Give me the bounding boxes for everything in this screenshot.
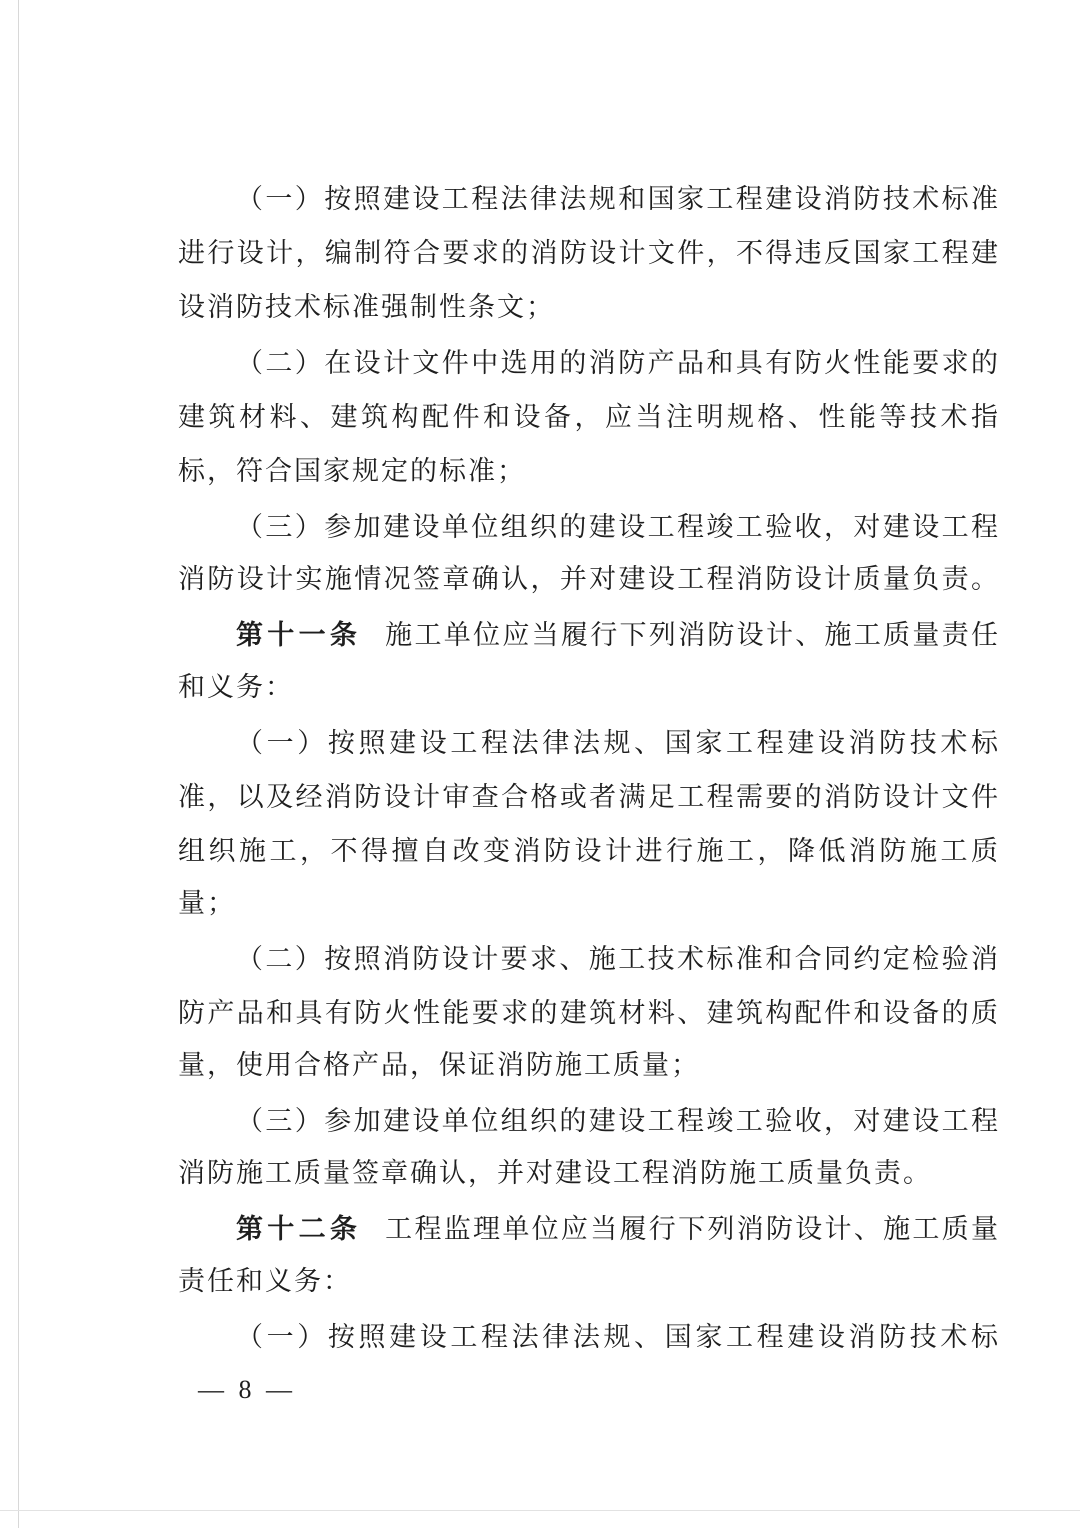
paragraph-11-3-line-2: 消防施工质量签章确认，并对建设工程消防施工质量负责。 (178, 1158, 932, 1189)
scan-edge-bottom (0, 1510, 1080, 1511)
article-12-text: 工程监理单位应当履行下列消防设计、施工质量 (385, 1214, 999, 1245)
paragraph-11-2-line-1: （二）按照消防设计要求、施工技术标准和合同约定检验消 (236, 944, 998, 975)
paragraph-11-1-line-3: 组织施工，不得擅自改变消防设计进行施工，降低消防施工质 (178, 836, 998, 867)
article-11-line-2: 和义务： (178, 672, 294, 703)
paragraph-2-line-2: 建筑材料、建筑构配件和设备，应当注明规格、性能等技术指 (178, 402, 998, 433)
paragraph-1-line-1: （一）按照建设工程法律法规和国家工程建设消防技术标准 (236, 184, 998, 215)
article-12-line-1 (178, 1210, 998, 1250)
article-11-line-1 (178, 616, 998, 656)
paragraph-12-1-line-1: （一）按照建设工程法律法规、国家工程建设消防技术标 (236, 1322, 998, 1353)
paragraph-11-1-line-1: （一）按照建设工程法律法规、国家工程建设消防技术标 (236, 728, 998, 759)
article-11-text: 施工单位应当履行下列消防设计、施工质量责任 (385, 620, 999, 651)
paragraph-2-line-3: 标，符合国家规定的标准； (178, 456, 526, 487)
paragraph-3-line-1: （三）参加建设单位组织的建设工程竣工验收，对建设工程 (236, 512, 998, 543)
article-12-line-2: 责任和义务： (178, 1266, 352, 1297)
paragraph-1-line-2: 进行设计，编制符合要求的消防设计文件，不得违反国家工程建 (178, 238, 998, 269)
paragraph-11-2-line-3: 量，使用合格产品，保证消防施工质量； (178, 1050, 700, 1081)
scan-edge-left (18, 0, 19, 1528)
paragraph-3-line-2: 消防设计实施情况签章确认，并对建设工程消防设计质量负责。 (178, 564, 998, 595)
article-12-heading: 第十二条 (236, 1214, 362, 1245)
paragraph-1-line-3: 设消防技术标准强制性条文； (178, 292, 555, 323)
paragraph-2-line-1: （二）在设计文件中选用的消防产品和具有防火性能要求的 (236, 348, 998, 379)
paragraph-11-2-line-2: 防产品和具有防火性能要求的建筑材料、建筑构配件和设备的质 (178, 998, 998, 1029)
article-11-heading: 第十一条 (236, 620, 362, 651)
page-number: — 8 — (198, 1375, 296, 1404)
paragraph-11-3-line-1: （三）参加建设单位组织的建设工程竣工验收，对建设工程 (236, 1106, 998, 1137)
paragraph-11-1-line-2: 准，以及经消防设计审查合格或者满足工程需要的消防设计文件 (178, 782, 998, 813)
paragraph-11-1-line-4: 量； (178, 888, 236, 919)
